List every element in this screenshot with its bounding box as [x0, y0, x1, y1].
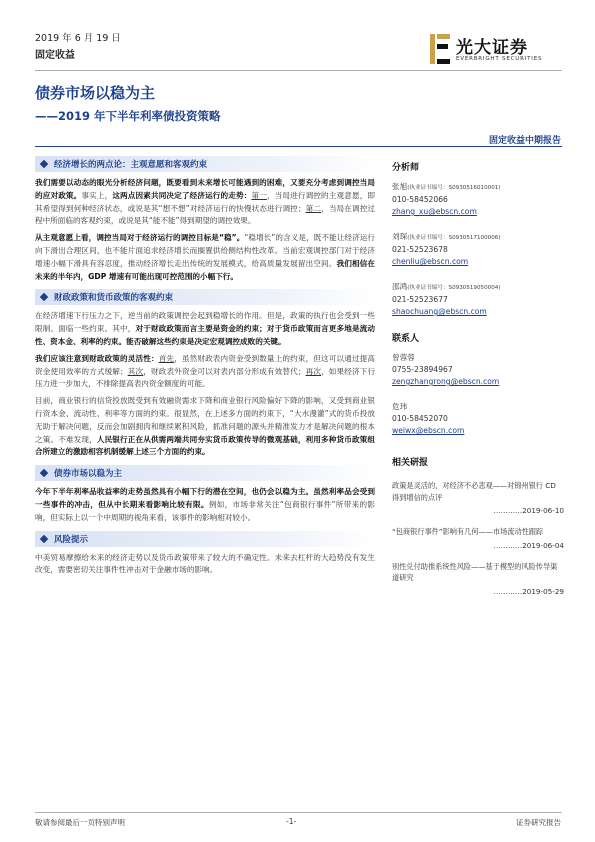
- section-heading: [35, 156, 375, 172]
- underlined-text: 第二: [305, 203, 322, 213]
- body-paragraph: [35, 353, 375, 391]
- analyst-phone: 021-52523678: [392, 245, 448, 254]
- analyst-cert: (执业证书编号：S0930516010001): [407, 185, 501, 191]
- related-heading: 相关研报: [392, 458, 429, 468]
- body-text: 在经济增速下行压力之下，逆当前的政策调控会起到稳增长的作用。但是，政策的执行也会受到一些限制、面临一些约束。其中，: [35, 311, 375, 334]
- report-type: 固定收益中期报告: [488, 136, 561, 146]
- title-divider: [35, 146, 562, 147]
- body-text: ，当局在调控过程中所面临的客观约束，或说是其“能不能”得到期望的调控效果。: [35, 203, 376, 226]
- footer-label: 证券研究报告: [516, 818, 561, 827]
- main-content: [35, 152, 375, 581]
- section-heading-text: 财政政策和货币政策的客观约束: [54, 293, 174, 304]
- emphasis-text: 我们相信在未来的半年内，GDP 增速有可能出现可控范围的小幅下行。: [35, 258, 375, 281]
- analyst-name: [392, 281, 564, 294]
- analyst-name-text: 张旭: [392, 182, 408, 191]
- page-subtitle: ——2019 年下半年利率债投资策略: [35, 109, 221, 123]
- emphasis-text: 对于财政政策而言主要是资金的约束；对于货币政策而言更多地是流动性、资本金、利率的约束。能否破解这些约束是决定宏观调控成败的关键。: [35, 324, 376, 346]
- related-report-link[interactable]: 政策是灵活的，对经济不必悲观——对锦州银行 CD 得到增信的点评: [392, 481, 556, 502]
- analysts-heading: 分析师: [392, 163, 420, 173]
- body-paragraph: [35, 232, 375, 283]
- body-paragraph: [35, 395, 375, 459]
- body-text: 目前，商业银行的信贷投放既受到有效融资需求下降和商业银行风险偏好下降的影响，又受到商业银行资本金、流动性、利率等方面的约束。很显然，在上述多方面的约束下，“大水漫灌”式的货币投放无助于解决问题，反而会加剧拥肉和继续累积风险，抓准问题的源头并精准发力才是解决问题的根本之策。不难发现，: [35, 396, 375, 444]
- section-heading-text: 风险提示: [54, 534, 89, 545]
- body-paragraph: [35, 486, 375, 524]
- contact-email-link[interactable]: zengzhangrong@ebscn.com: [392, 377, 500, 386]
- diamond-bullet-icon: [40, 160, 48, 168]
- underlined-text: 再次: [305, 366, 322, 376]
- section-heading: [35, 465, 375, 481]
- analyst-email-link[interactable]: chenliu@ebscn.com: [392, 257, 469, 266]
- analyst-cert: (执业证书编号：S0930517100006): [407, 235, 501, 241]
- emphasis-text: 这两点因素共同决定了经济运行的走势：: [112, 190, 252, 200]
- contacts-heading: 联系人: [392, 334, 420, 344]
- analyst-name: [392, 231, 564, 244]
- body-text: ，如果经济下行压力进一步加大，不排除提高表内资金额度的可能。: [35, 366, 376, 389]
- emphasis-text: 我们需要以动态的眼光分析经济问题，既要看到未来增长可能遇到的困难，又要充分考虑到调控当局的应对政策。: [35, 178, 375, 200]
- diamond-bullet-icon: [40, 293, 48, 301]
- section-heading-text: 经济增长的两点论：主观意愿和客观约束: [54, 160, 208, 170]
- contact-email-link[interactable]: weiwx@ebscn.com: [392, 426, 465, 435]
- emphasis-text: 今年下半年利率品收益率的走势虽然具有小幅下行的潜在空间，也仍会以稳为主。虽然利率品会受到一些事件的冲击，但从中长期来看影响比较有限。: [35, 487, 375, 509]
- report-category: 固定收益: [35, 50, 75, 61]
- related-report-date: …………2019-05-29: [493, 586, 564, 596]
- body-paragraph: [35, 177, 375, 228]
- section-heading-text: 债券市场以稳为主: [54, 469, 123, 480]
- underlined-text: 其次: [127, 366, 144, 376]
- logo-mark-icon: [428, 32, 452, 66]
- analyst-name-text: 邵鸿: [392, 282, 408, 291]
- logo-name: 光大证券: [456, 38, 528, 58]
- section-heading: [35, 289, 375, 305]
- underlined-text: 首先: [158, 353, 175, 363]
- contact-name: 危玮: [392, 402, 408, 411]
- body-text: 中美贸易摩擦给未来的经济走势以及货币政策带来了较大的不确定性。未来去杠杆的大趋势没有发生改变，需要密切关注事件性冲击对于金融市场的影响。: [35, 552, 375, 575]
- contact-phone: 010-58452070: [392, 414, 448, 423]
- body-paragraph: [35, 552, 375, 578]
- body-text: 例如，市场非常关注“包商银行事件”所带来的影响，但实际上以一个中周期的视角来看，该事件的影响相对较小。: [35, 499, 375, 522]
- body-text: ，虽然财政表内资金受到数量上的约束，但这可以通过提高资金使用效率的方式缓解；: [35, 353, 376, 376]
- analyst-email-link[interactable]: shaochuang@ebscn.com: [392, 307, 487, 316]
- diamond-bullet-icon: [40, 534, 48, 542]
- footer-disclaimer: 敬请参阅最后一页特别声明: [35, 818, 125, 827]
- analysts-list: [392, 181, 564, 318]
- related-reports-list: [392, 480, 564, 597]
- logo-english: EVERBRIGHT SECURITIES: [456, 56, 543, 62]
- analyst-cert: (执业证书编号：S0930519050004): [407, 285, 501, 291]
- related-report-date: …………2019-06-10: [493, 506, 564, 515]
- contact-name: 曾蓉蓉: [392, 353, 415, 362]
- analyst-phone: 010-58452066: [392, 195, 448, 204]
- emphasis-text: 从主观意愿上看，调控当局对于经济运行的调控目标是“稳”。: [35, 233, 245, 243]
- report-date: 2019 年 6 月 19 日: [35, 33, 121, 44]
- analyst-email-link[interactable]: zhang_xu@ebscn.com: [392, 207, 477, 216]
- analyst-name: [392, 181, 564, 194]
- emphasis-text: 我们应该注意到财政政策的灵活性：: [35, 353, 159, 363]
- analyst-phone: 021-52523677: [392, 295, 448, 304]
- emphasis-text: 人民银行正在从供需两端共同夯实货币政策传导的微观基础，利用多种货币政策组合所建立的激励相容机制缓解上述三个方面的约束。: [35, 434, 375, 457]
- body-paragraph: [35, 310, 375, 348]
- related-report-link[interactable]: “包商银行事件”影响有几何——市场流动性跟踪: [392, 527, 544, 536]
- analyst-name-text: 刘琛: [392, 232, 408, 241]
- related-report-date: …………2019-06-04: [493, 540, 564, 550]
- body-text: “稳增长”的含义是，既不能让经济运行向下滑出合理区间，也不能片面追求经济增长而搁置供给侧结构性改革。当前宏观调控部门对于经济增速小幅下滑具有容忍度，推动经济增长走出传统的发展模式，给高质量发展留出空间。: [35, 233, 375, 268]
- underlined-text: 第一: [251, 190, 267, 200]
- body-text: ，财政表外资金可以对表内部分形成有效替代；: [143, 366, 306, 376]
- footer-divider: [35, 812, 562, 813]
- page-title: 债券市场以稳为主: [35, 84, 156, 102]
- page-number: -1-: [286, 817, 297, 826]
- section-heading: [35, 531, 375, 547]
- contact-phone: 0755-23894967: [392, 365, 453, 374]
- body-text: ，当局进行调控的主观意愿，即其希望得到何种经济状态，或说是其“想不想”对经济运行的快慢状态进行调控；: [35, 190, 376, 213]
- related-report-link[interactable]: 别性兑付助推系统性风险——基于模型的风险传导渠道研究: [392, 561, 558, 582]
- body-text: 事实上，: [81, 190, 113, 200]
- diamond-bullet-icon: [40, 469, 48, 477]
- contacts-list: [392, 352, 564, 437]
- header-divider: [35, 70, 562, 71]
- sidebar: [392, 152, 564, 607]
